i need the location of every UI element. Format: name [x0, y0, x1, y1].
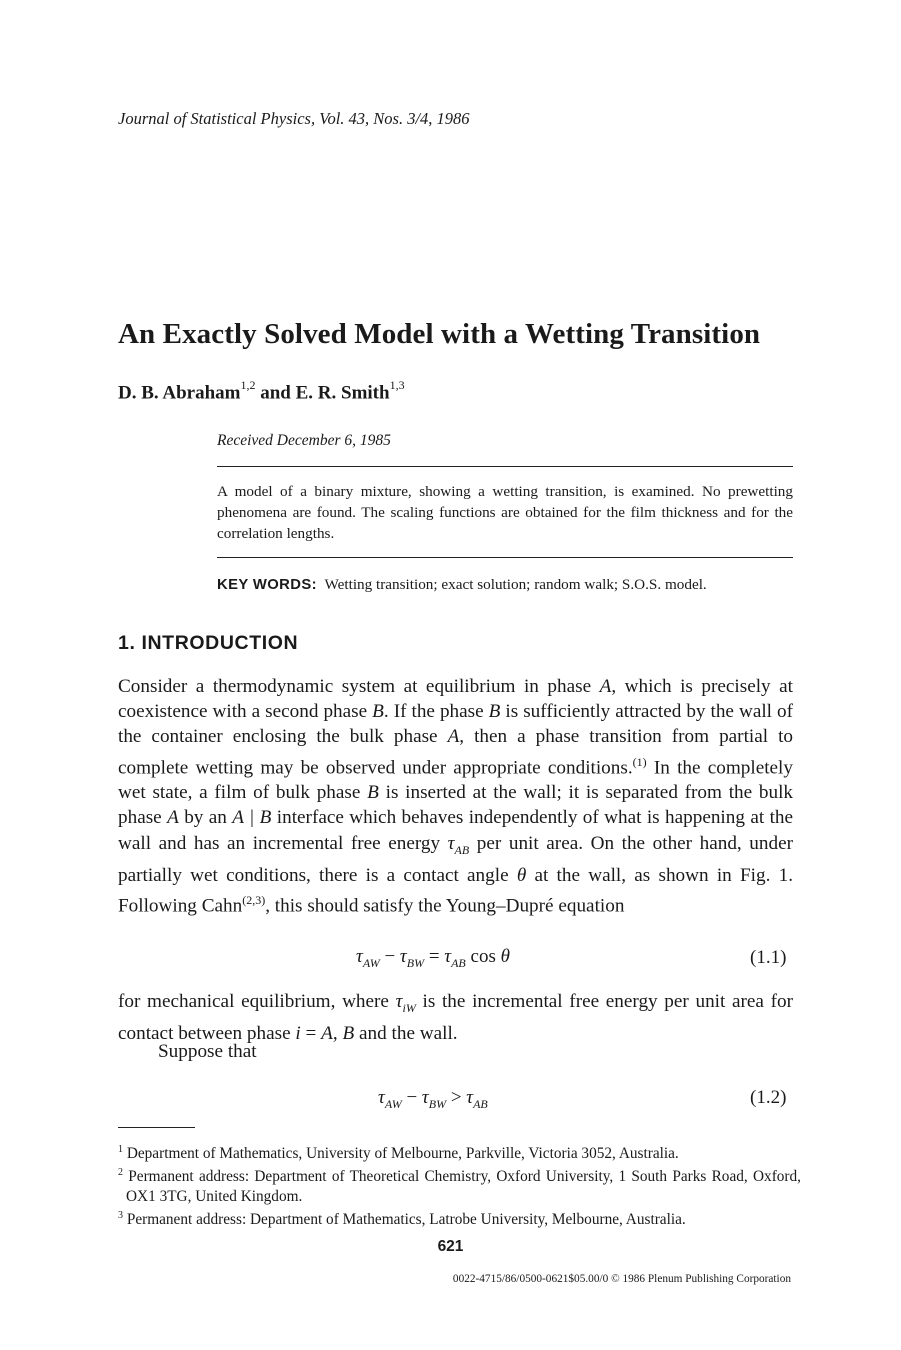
keywords-label: KEY WORDS:: [217, 577, 317, 593]
keywords: [217, 575, 793, 596]
author-2: E. R. Smith: [295, 382, 390, 404]
intro-paragraph-3: Suppose that: [158, 1041, 257, 1062]
abstract-top-rule: [217, 466, 793, 467]
page-number: 621: [437, 1238, 464, 1255]
author-2-affil: 1,3: [389, 378, 405, 392]
abstract-bottom-rule: [217, 557, 793, 558]
footnote-2: $^2$ Permanent address: Department of Theoretical Chemistry, Oxford University, 1 South Parks Road, Oxford, OX1 3TG, United Kingdom.: [118, 1167, 801, 1206]
author-joiner: and: [255, 382, 296, 404]
author-1-affil: 1,2: [240, 378, 256, 392]
intro-paragraph-1: Consider a thermodynamic system at equilibrium in phase A, which is precisely at coexistence with a second phase B. If the phase B is sufficiently attracted by the wall of the container enclosing the bulk phase A, then a phase transition from partial to complete wetting may be observed under appropriate conditions.$^{(1)}$ In the completely wet state, a film of bulk phase B is inserted at the wall; it is separated from the bulk phase A by an A | B interface which behaves independently of what is happening at the wall and has an incremental free energy $\tau_{AB}$ per unit area. On the other hand, under partially wet conditions, there is a contact angle θ at the wall, as shown in Fig. 1. Following Cahn$^{(2,3)}$, this should satisfy the Young–Dupré equation: [118, 676, 794, 917]
citation-ref: (2,3): [242, 892, 266, 907]
copyright-line: 0022-4715/86/0500-0621$05.00/0 © 1986 Plenum Publishing Corporation: [452, 1273, 791, 1285]
journal-citation: Journal of Statistical Physics, Vol. 43, Nos. 3/4, 1986: [118, 109, 470, 128]
paper-title: An Exactly Solved Model with a Wetting Transition: [118, 318, 761, 350]
equation-1-1: $\tau_{AW} - \tau_{BW} = \tau_{AB}$ cos θ: [356, 946, 510, 970]
footnote-rule: [118, 1127, 195, 1128]
author-line: [118, 380, 405, 404]
abstract: A model of a binary mixture, showing a wetting transition, is examined. No prewetting phenomena are found. The scaling functions are obtained for the film thickness and for the correlation lengths.: [217, 483, 793, 542]
received-date: Received December 6, 1985: [217, 432, 391, 449]
footnote-3: $^3$ Permanent address: Department of Mathematics, Latrobe University, Melbourne, Australia.: [118, 1210, 686, 1229]
footnote-1: $^1$ Department of Mathematics, University of Melbourne, Parkville, Victoria 3052, Australia.: [118, 1144, 679, 1163]
section-heading: 1. INTRODUCTION: [118, 632, 299, 654]
keywords-text: Wetting transition; exact solution; random walk; S.O.S. model.: [324, 576, 707, 593]
author-1: D. B. Abraham: [118, 382, 241, 404]
citation-ref: (1): [632, 754, 647, 769]
equation-1-2: $\tau_{AW} - \tau_{BW} > \tau_{AB}$: [378, 1087, 488, 1111]
equation-1-1-number: (1.1): [750, 947, 787, 968]
intro-paragraph-2: for mechanical equilibrium, where $\tau_{iW}$ is the incremental free energy per unit area for contact between phase i = A, B and the wall.: [118, 991, 793, 1045]
equation-1-2-number: (1.2): [750, 1087, 787, 1108]
